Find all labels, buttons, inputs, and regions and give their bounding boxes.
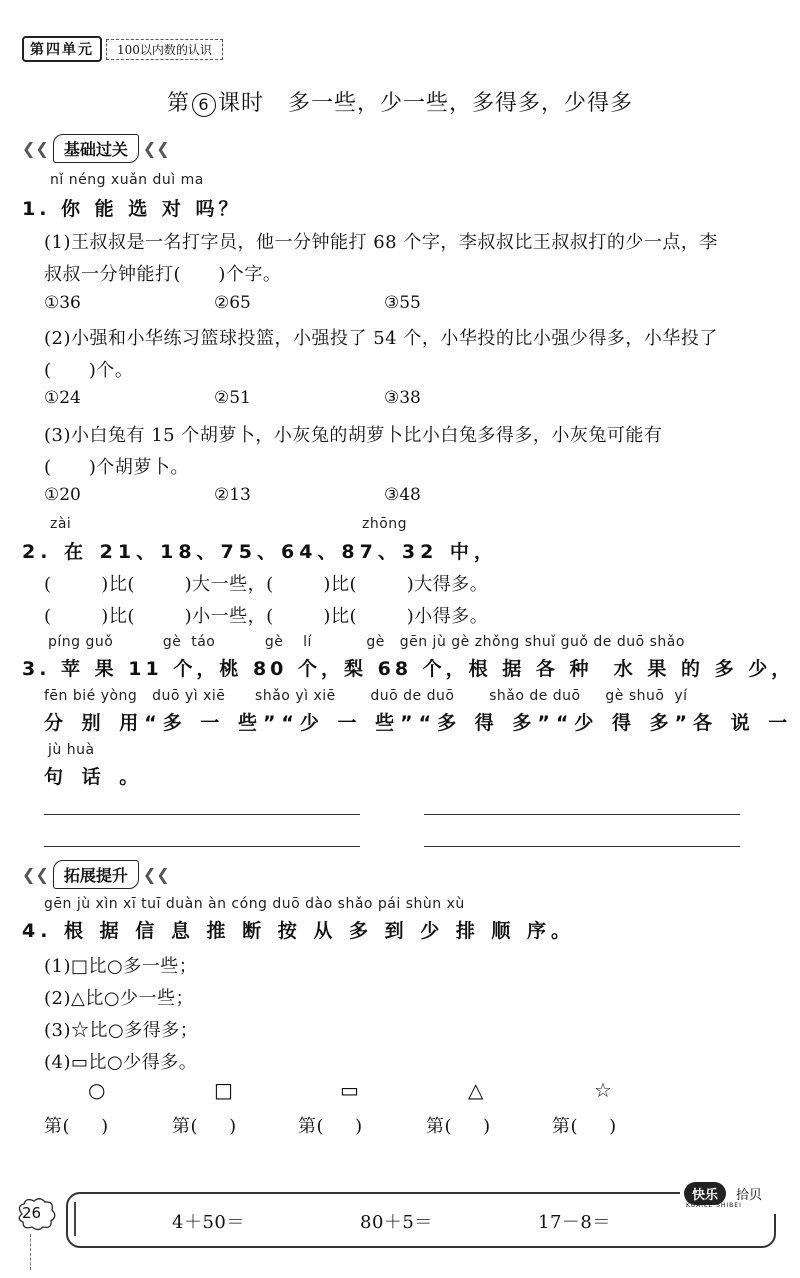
- q1-p2-line1: (2)小强和小华练习篮球投篮，小强投了 54 个，小华投的比小强少得多，小华投了: [44, 328, 718, 349]
- divider: [30, 1234, 31, 1270]
- answer-line[interactable]: [424, 814, 740, 815]
- q1-p3-opt1: ①20: [44, 485, 81, 505]
- brand-sub: KUAILE SHIBEI: [686, 1202, 742, 1209]
- q1-p2-opt1: ①24: [44, 388, 81, 408]
- rank-blank-1[interactable]: 第( ): [44, 1116, 109, 1137]
- q2-pinyin-zai: zài: [50, 516, 72, 532]
- chevron-left-icon: ❮❮: [22, 139, 49, 158]
- section-extend-label: 拓展提升: [53, 860, 139, 889]
- q1-p1-line1: (1)王叔叔是一名打字员，他一分钟能打 68 个字，李叔叔比王叔叔打的少一点，李: [44, 232, 718, 253]
- rank-blank-4[interactable]: 第( ): [426, 1116, 491, 1137]
- answer-line[interactable]: [44, 814, 360, 815]
- chevron-left-icon: ❮❮: [142, 865, 170, 884]
- rank-blank-3[interactable]: 第( ): [298, 1116, 363, 1137]
- q1-p1-opt1: ①36: [44, 293, 81, 313]
- brand-label: 快乐: [684, 1182, 726, 1205]
- calc-2: 80＋5＝: [360, 1212, 433, 1233]
- calc-box: [66, 1192, 776, 1248]
- q1-p1-opt3: ③55: [384, 293, 421, 313]
- chevron-left-icon: ❮❮: [22, 865, 49, 884]
- q1-pinyin: nǐ néng xuǎn duì ma: [50, 172, 204, 188]
- q3-line1: 3. 苹 果 11 个，桃 80 个，梨 68 个，根 据 各 种 水 果 的 多 少，: [22, 658, 795, 680]
- q4-title: 4. 根 据 信 息 推 断 按 从 多 到 少 排 顺 序。: [22, 920, 576, 942]
- q4-item4: (4)▭比○少得多。: [44, 1052, 198, 1073]
- q4-item3: (3)☆比○多得多；: [44, 1020, 199, 1041]
- unit-label: 第四单元: [22, 36, 102, 62]
- q1-p3-line1: (3)小白兔有 15 个胡萝卜，小灰兔的胡萝卜比小白兔多得多，小灰兔可能有: [44, 425, 663, 446]
- q3-pinyin1: píng guǒ gè táo gè lí gè gēn jù gè zhǒng shuǐ guǒ de duō shǎo: [48, 634, 685, 650]
- title-text: 多一些，少一些，多得多，少得多: [288, 91, 634, 116]
- star-shape-icon: ☆: [594, 1078, 612, 1102]
- q3-line3: 句 话 。: [44, 766, 145, 788]
- q1-p2-opt3: ③38: [384, 388, 421, 408]
- brand-label-2: 拾贝: [736, 1188, 763, 1203]
- q1-p3-opt2: ②13: [214, 485, 251, 505]
- q1-p3-opt3: ③48: [384, 485, 421, 505]
- page-number-badge: [14, 1196, 58, 1232]
- q1-p3-line2: ( )个胡萝卜。: [44, 457, 189, 478]
- answer-line[interactable]: [44, 846, 360, 847]
- q4-pinyin: gēn jù xìn xī tuī duàn àn cóng duō dào shǎo pái shùn xù: [44, 896, 465, 912]
- q1-title: 1. 你 能 选 对 吗？: [22, 198, 242, 220]
- section-basic-label: 基础过关: [53, 134, 139, 163]
- q4-item1: (1)□比○多一些；: [44, 956, 198, 977]
- q3-pinyin2: fēn bié yòng duō yì xiē shǎo yì xiē duō de duō shǎo de duō gè shuō yí: [44, 688, 688, 704]
- q4-item2: (2)△比○少一些；: [44, 988, 195, 1009]
- calc-1: 4＋50＝: [172, 1212, 245, 1233]
- unit-topic: 100以内数的认识: [106, 39, 223, 60]
- q1-p2-opt2: ②51: [214, 388, 251, 408]
- q2-line1: ( )比( )大一些，( )比( )大得多。: [44, 574, 489, 595]
- circle-shape-icon: ○: [88, 1078, 106, 1102]
- unit-header: [22, 36, 223, 62]
- calc-3: 17－8＝: [538, 1212, 611, 1233]
- q3-line2: 分 别 用“多 一 些”“少 一 些”“多 得 多”“少 得 多”各 说 一: [44, 712, 794, 734]
- q1-p1-line2: 叔叔一分钟能打( )个字。: [44, 264, 282, 285]
- q2-pinyin-zhong: zhōng: [362, 516, 408, 532]
- q1-p2-line2: ( )个。: [44, 360, 134, 381]
- brand-badge: [680, 1180, 790, 1214]
- lesson-title: [0, 86, 800, 117]
- chevron-left-icon: ❮❮: [142, 139, 170, 158]
- q3-pinyin3: jù huà: [48, 742, 95, 758]
- title-suffix: 课时: [218, 91, 265, 116]
- section-extend: [22, 860, 170, 889]
- q2-line2: ( )比( )小一些，( )比( )小得多。: [44, 606, 489, 627]
- triangle-shape-icon: △: [468, 1078, 484, 1102]
- title-prefix: 第: [166, 91, 190, 116]
- rank-blank-2[interactable]: 第( ): [172, 1116, 237, 1137]
- q2-title: 2. 在 21、18、75、64、87、32 中，: [22, 541, 498, 563]
- square-shape-icon: □: [214, 1078, 233, 1102]
- rectangle-shape-icon: ▭: [340, 1078, 359, 1102]
- page-number: 26: [22, 1204, 42, 1222]
- lesson-number: 6: [192, 93, 216, 117]
- divider: [74, 1202, 76, 1236]
- rank-blank-5[interactable]: 第( ): [552, 1116, 617, 1137]
- q1-p1-opt2: ②65: [214, 293, 251, 313]
- answer-line[interactable]: [424, 846, 740, 847]
- section-basic: [22, 134, 170, 163]
